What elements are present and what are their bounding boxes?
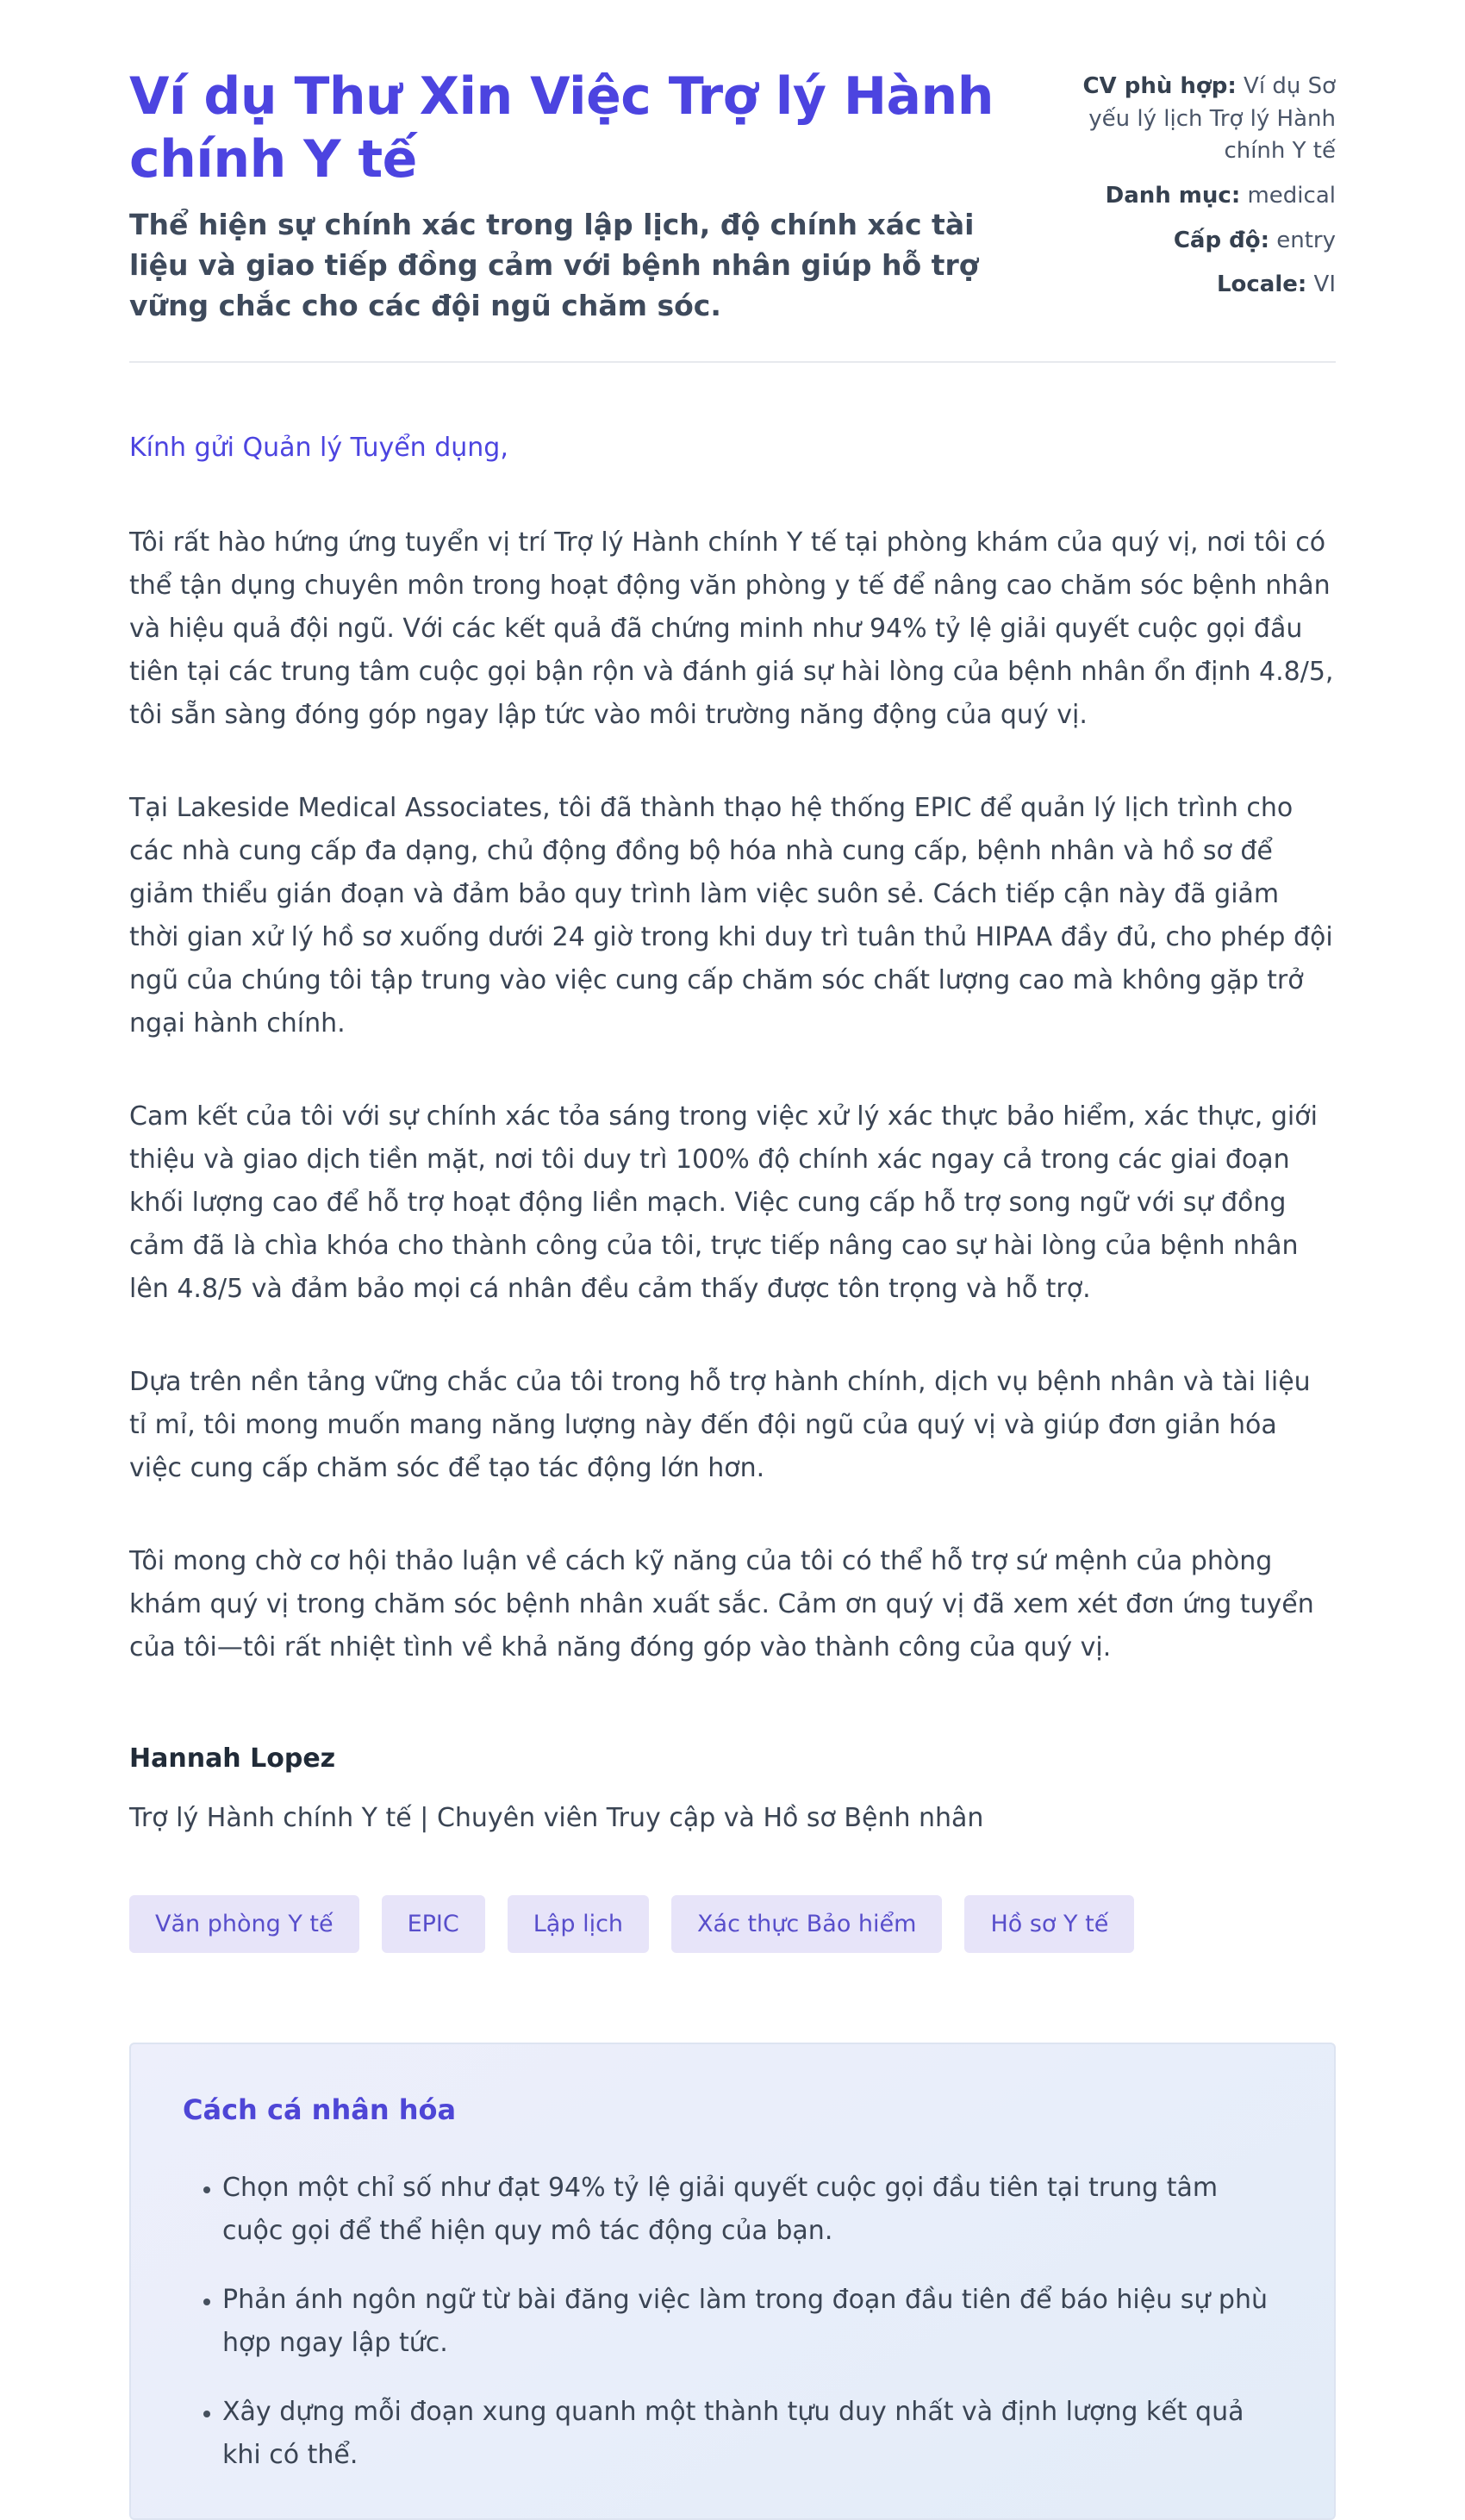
- personalization-callout: [129, 2043, 1336, 2520]
- tag-medical-office[interactable]: Văn phòng Y tế: [129, 1895, 359, 1953]
- meta-matching-resume: [1051, 71, 1336, 168]
- meta-panel: [1051, 65, 1336, 314]
- letter-paragraph-4: Dựa trên nền tảng vững chắc của tôi trong hỗ trợ hành chính, dịch vụ bệnh nhân và tài liệu tỉ mỉ, tôi mong muốn mang năng lượng này đến đội ngũ của quý vị và giúp đơn giản hóa việc cung cấp chăm sóc để tạo tác động lớn hơn.: [129, 1366, 1311, 1483]
- letter-paragraph-3: Cam kết của tôi với sự chính xác tỏa sáng trong việc xử lý xác thực bảo hiểm, xác thực, giới thiệu và giao dịch tiền mặt, nơi tôi duy trì 100% độ chính xác ngay cả trong các giai đoạn khối lượng cao để hỗ trợ hoạt động liền mạch. Việc cung cấp hỗ trợ song ngữ với sự đồng cảm đã là chìa khóa cho thành công của tôi, trực tiếp nâng cao sự hài lòng của bệnh nhân lên 4.8/5 và đảm bảo mọi cá nhân đều cảm thấy được tôn trọng và hỗ trợ.: [129, 1101, 1318, 1304]
- callout-bullet-2: • Phản ánh ngôn ngữ từ bài đăng việc làm trong đoạn đầu tiên để báo hiệu sự phù hợp ngay lập tức.: [222, 2279, 1282, 2365]
- signature-title: Trợ lý Hành chính Y tế | Chuyên viên Truy cập và Hồ sơ Bệnh nhân: [129, 1802, 984, 1833]
- page-subtitle: Thể hiện sự chính xác trong lập lịch, độ chính xác tài liệu và giao tiếp đồng cảm với bệnh nhân giúp hỗ trợ vững chắc cho các đội ngũ chăm sóc.: [129, 208, 979, 323]
- meta-locale: [1051, 269, 1336, 302]
- letter-paragraph-1: Tôi rất hào hứng ứng tuyển vị trí Trợ lý Hành chính Y tế tại phòng khám của quý vị, nơi tôi có thể tận dụng chuyên môn trong hoạt động văn phòng y tế để nâng cao chăm sóc bệnh nhân và hiệu quả đội ngũ. Với các kết quả đã chứng minh như 94% tỷ lệ giải quyết cuộc gọi đầu tiên tại các trung tâm cuộc gọi bận rộn và đánh giá sự hài lòng của bệnh nhân ổn định 4.8/5, tôi sẵn sàng đóng góp ngay lập tức vào môi trường năng động của quý vị.: [129, 527, 1334, 730]
- meta-value: VI: [1306, 271, 1336, 298]
- signature-name: Hannah Lopez: [129, 1743, 336, 1774]
- tag-insurance-verification[interactable]: Xác thực Bảo hiểm: [671, 1895, 942, 1953]
- header: [129, 65, 1336, 327]
- meta-label: CV phù hợp:: [1082, 73, 1237, 99]
- meta-value: medical: [1240, 183, 1336, 209]
- meta-value: Ví dụ Sơ yếu lý lịch Trợ lý Hành chính Y tế: [1088, 73, 1336, 165]
- callout-bullet-1: • Chọn một chỉ số như đạt 94% tỷ lệ giải quyết cuộc gọi đầu tiên tại trung tâm cuộc gọi để thể hiện quy mô tác động của bạn.: [222, 2167, 1282, 2253]
- tag-medical-records[interactable]: Hồ sơ Y tế: [964, 1895, 1134, 1953]
- cover-letter-body: [129, 427, 1336, 1838]
- skill-tags: [129, 1895, 1336, 1953]
- callout-bullet-list: [183, 2167, 1282, 2477]
- letter-paragraph-5: Tôi mong chờ cơ hội thảo luận về cách kỹ năng của tôi có thể hỗ trợ sứ mệnh của phòng khám quý vị trong chăm sóc bệnh nhân xuất sắc. Cảm ơn quý vị đã xem xét đơn ứng tuyển của tôi—tôi rất nhiệt tình về khả năng đóng góp vào thành công của quý vị.: [129, 1545, 1314, 1662]
- meta-label: Danh mục:: [1105, 183, 1241, 209]
- meta-category: [1051, 180, 1336, 213]
- tag-epic[interactable]: EPIC: [382, 1895, 485, 1953]
- meta-label: Locale:: [1216, 271, 1307, 298]
- page-title: Ví dụ Thư Xin Việc Trợ lý Hành chính Y tế: [129, 66, 994, 190]
- letter-paragraph-2: Tại Lakeside Medical Associates, tôi đã thành thạo hệ thống EPIC để quản lý lịch trình cho các nhà cung cấp đa dạng, chủ động đồng bộ hóa nhà cung cấp, bệnh nhân và hồ sơ để giảm thiểu gián đoạn và đảm bảo quy trình làm việc suôn sẻ. Cách tiếp cận này đã giảm thời gian xử lý hồ sơ xuống dưới 24 giờ trong khi duy trì tuân thủ HIPAA đầy đủ, cho phép đội ngũ của chúng tôi tập trung vào việc cung cấp chăm sóc chất lượng cao mà không gặp trở ngại hành chính.: [129, 792, 1333, 1039]
- meta-label: Cấp độ:: [1173, 227, 1269, 253]
- meta-value: entry: [1269, 227, 1336, 253]
- callout-heading: Cách cá nhân hóa: [183, 2093, 457, 2126]
- header-text-block: [129, 65, 1000, 327]
- callout-bullet-3: • Xây dựng mỗi đoạn xung quanh một thành tựu duy nhất và định lượng kết quả khi có thể.: [222, 2391, 1282, 2477]
- meta-level: [1051, 225, 1336, 258]
- letter-greeting: Kính gửi Quản lý Tuyển dụng,: [129, 432, 508, 463]
- article-page: [129, 0, 1336, 2520]
- tag-scheduling[interactable]: Lập lịch: [508, 1895, 649, 1953]
- header-divider: [129, 361, 1336, 363]
- signature-block: [129, 1740, 1336, 1838]
